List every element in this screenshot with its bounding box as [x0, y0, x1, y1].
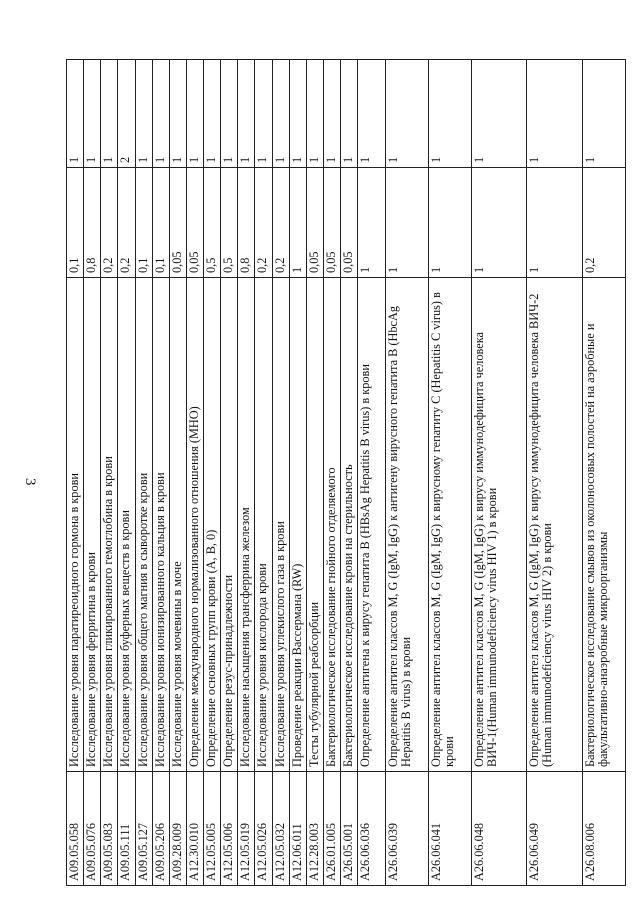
- frequency-cell: 1: [358, 168, 386, 278]
- multiplicity-cell: 1: [67, 60, 84, 168]
- services-table: [66, 59, 626, 886]
- multiplicity-cell: 1: [358, 60, 386, 168]
- table-row: [152, 60, 169, 886]
- frequency-cell: 0,8: [238, 168, 255, 278]
- frequency-cell: 0,1: [67, 168, 84, 278]
- service-name-cell: Определение антигена к вирусу гепатита B (HBsAg Hepatitis B virus) в крови: [358, 278, 386, 772]
- multiplicity-cell: 1: [306, 60, 323, 168]
- service-name-cell: Определение антител классов M, G (IgM, IgG) к антигену вирусного гепатита B (HbcAg Hepatitis B virus) в крови: [385, 278, 428, 772]
- service-name-cell: Бактериологическое исследование крови на стерильность: [341, 278, 358, 772]
- multiplicity-cell: 2: [118, 60, 135, 168]
- multiplicity-cell: 1: [527, 60, 583, 168]
- table-row: [84, 60, 101, 886]
- table-row: [358, 60, 386, 886]
- table-row: [238, 60, 255, 886]
- frequency-cell: 0,2: [101, 168, 118, 278]
- code-cell: A09.28.009: [169, 772, 186, 886]
- multiplicity-cell: 1: [169, 60, 186, 168]
- multiplicity-cell: 1: [471, 60, 527, 168]
- multiplicity-cell: 1: [101, 60, 118, 168]
- table-row: [186, 60, 203, 886]
- frequency-cell: 0,1: [152, 168, 169, 278]
- frequency-cell: 0,5: [221, 168, 238, 278]
- service-name-cell: Бактериологическое исследование смывов из околоносовых полостей на аэробные и факультативно-анаэробные микроорганизмы: [582, 278, 625, 772]
- service-name-cell: Проведение реакции Вассермана (RW): [289, 278, 306, 772]
- service-name-cell: Исследование уровня углекислого газа в крови: [272, 278, 289, 772]
- code-cell: A12.30.010: [186, 772, 203, 886]
- table-row: [67, 60, 84, 886]
- multiplicity-cell: 1: [582, 60, 625, 168]
- frequency-cell: 1: [289, 168, 306, 278]
- frequency-cell: 0,5: [204, 168, 221, 278]
- code-cell: A26.06.048: [471, 772, 527, 886]
- service-name-cell: Исследование уровня паратиреоидного гормона в крови: [67, 278, 84, 772]
- service-name-cell: Определение антител классов M, G (IgM, IgG) к вирусу иммунодефицита человека ВИЧ-2 (Human immunodeficiency virus HIV 2) в крови: [527, 278, 583, 772]
- table-row: [582, 60, 625, 886]
- table-row: [385, 60, 428, 886]
- code-cell: A09.05.076: [84, 772, 101, 886]
- multiplicity-cell: 1: [341, 60, 358, 168]
- service-name-cell: Исследование уровня буферных веществ в крови: [118, 278, 135, 772]
- frequency-cell: 0,2: [272, 168, 289, 278]
- multiplicity-cell: 1: [238, 60, 255, 168]
- table-row: [289, 60, 306, 886]
- multiplicity-cell: 1: [272, 60, 289, 168]
- frequency-cell: 0,2: [582, 168, 625, 278]
- frequency-cell: 0,05: [306, 168, 323, 278]
- table-row: [135, 60, 152, 886]
- code-cell: A09.05.127: [135, 772, 152, 886]
- frequency-cell: 0,05: [169, 168, 186, 278]
- table-row: [101, 60, 118, 886]
- code-cell: A26.06.041: [428, 772, 471, 886]
- multiplicity-cell: 1: [221, 60, 238, 168]
- table-row: [341, 60, 358, 886]
- service-name-cell: Исследование уровня мочевины в моче: [169, 278, 186, 772]
- code-cell: A12.05.019: [238, 772, 255, 886]
- frequency-cell: 0,05: [341, 168, 358, 278]
- code-cell: A12.05.026: [255, 772, 272, 886]
- code-cell: A09.05.111: [118, 772, 135, 886]
- table-container: [66, 60, 626, 886]
- service-name-cell: Исследование уровня общего магния в сыворотке крови: [135, 278, 152, 772]
- service-name-cell: Исследование уровня ионизированного кальция в крови: [152, 278, 169, 772]
- multiplicity-cell: 1: [204, 60, 221, 168]
- code-cell: A12.05.032: [272, 772, 289, 886]
- frequency-cell: 0,05: [323, 168, 340, 278]
- service-name-cell: Определение международного нормализованного отношения (МНО): [186, 278, 203, 772]
- code-cell: A12.05.006: [221, 772, 238, 886]
- service-name-cell: Определение резус-принадлежности: [221, 278, 238, 772]
- multiplicity-cell: 1: [323, 60, 340, 168]
- service-name-cell: Определение антител классов M, G (IgM, IgG) к вирусному гепатиту C (Hepatitis C virus) в крови: [428, 278, 471, 772]
- code-cell: A09.05.206: [152, 772, 169, 886]
- service-name-cell: Определение основных групп крови (A, B, 0): [204, 278, 221, 772]
- table-body: [67, 60, 626, 886]
- table-row: [323, 60, 340, 886]
- table-row: [169, 60, 186, 886]
- multiplicity-cell: 1: [385, 60, 428, 168]
- service-name-cell: Исследование уровня гликированного гемоглобина в крови: [101, 278, 118, 772]
- table-row: [428, 60, 471, 886]
- code-cell: A12.28.003: [306, 772, 323, 886]
- multiplicity-cell: 1: [255, 60, 272, 168]
- table-row: [306, 60, 323, 886]
- service-name-cell: Исследование насыщения трансферрина железом: [238, 278, 255, 772]
- table-row: [255, 60, 272, 886]
- code-cell: A26.06.036: [358, 772, 386, 886]
- frequency-cell: 1: [428, 168, 471, 278]
- multiplicity-cell: 1: [84, 60, 101, 168]
- table-row: [221, 60, 238, 886]
- table-row: [272, 60, 289, 886]
- multiplicity-cell: 1: [186, 60, 203, 168]
- code-cell: A12.06.011: [289, 772, 306, 886]
- code-cell: A26.08.006: [582, 772, 625, 886]
- table-row: [471, 60, 527, 886]
- code-cell: A09.05.058: [67, 772, 84, 886]
- multiplicity-cell: 1: [135, 60, 152, 168]
- frequency-cell: 0,05: [186, 168, 203, 278]
- service-name-cell: Бактериологическое исследование гнойного отделяемого: [323, 278, 340, 772]
- table-row: [118, 60, 135, 886]
- code-cell: A26.06.049: [527, 772, 583, 886]
- table-row: [204, 60, 221, 886]
- frequency-cell: 0,2: [118, 168, 135, 278]
- frequency-cell: 0,1: [135, 168, 152, 278]
- code-cell: A12.05.005: [204, 772, 221, 886]
- frequency-cell: 0,8: [84, 168, 101, 278]
- frequency-cell: 1: [527, 168, 583, 278]
- service-name-cell: Тесты тубулярной реабсорбции: [306, 278, 323, 772]
- multiplicity-cell: 1: [289, 60, 306, 168]
- service-name-cell: Определение антител классов M, G (IgM, IgG) к вирусу иммунодефицита человека ВИЧ-1(Human immunodeficiency virus HIV 1) в крови: [471, 278, 527, 772]
- code-cell: A26.01.005: [323, 772, 340, 886]
- service-name-cell: Исследование уровня кислорода крови: [255, 278, 272, 772]
- code-cell: A26.06.039: [385, 772, 428, 886]
- multiplicity-cell: 1: [428, 60, 471, 168]
- table-row: [527, 60, 583, 886]
- frequency-cell: 1: [385, 168, 428, 278]
- code-cell: A26.05.001: [341, 772, 358, 886]
- frequency-cell: 0,2: [255, 168, 272, 278]
- page-number: 3: [22, 478, 38, 486]
- frequency-cell: 1: [471, 168, 527, 278]
- service-name-cell: Исследование уровня ферритина в крови: [84, 278, 101, 772]
- code-cell: A09.05.083: [101, 772, 118, 886]
- multiplicity-cell: 1: [152, 60, 169, 168]
